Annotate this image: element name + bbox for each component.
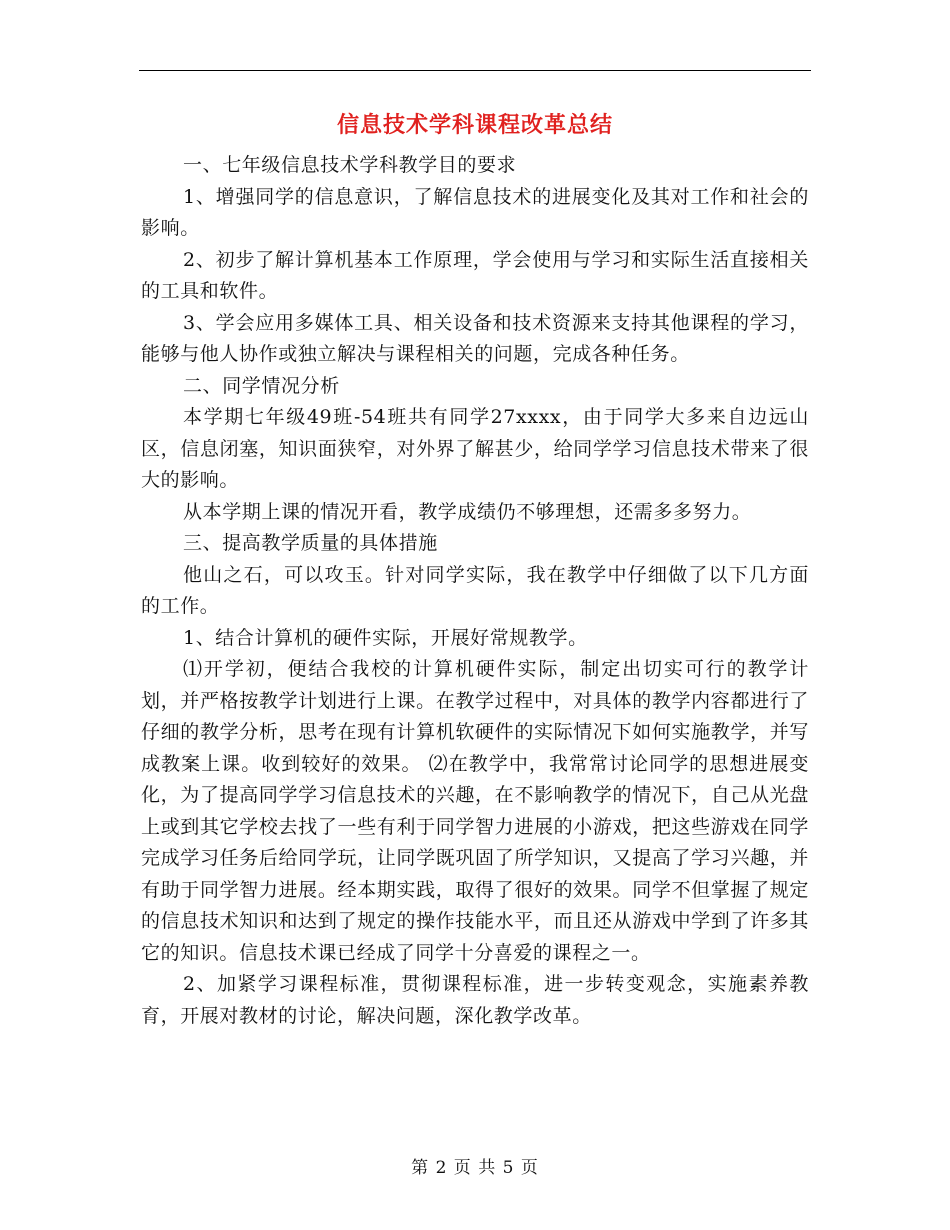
page-number: 第 2 页 共 5 页 <box>411 1158 539 1178</box>
paragraph: 2、初步了解计算机基本工作原理，学会使用与学习和实际生活直接相关的工具和软件。 <box>141 248 809 302</box>
paragraph: 1、结合计算机的硬件实际，开展好常规教学。 <box>183 626 588 649</box>
paragraph: 1、增强同学的信息意识，了解信息技术的进展变化及其对工作和社会的影响。 <box>141 185 809 239</box>
section-heading-3: 三、提高教学质量的具体措施 <box>183 532 438 554</box>
section-heading-1: 一、七年级信息技术学科教学目的要求 <box>183 154 517 176</box>
paragraph: 从本学期上课的情况开看，教学成绩仍不够理想，还需多多努力。 <box>183 500 752 523</box>
paragraph: ⑴开学初，便结合我校的计算机硬件实际，制定出切实可行的教学计划，并严格按教学计划进行上课。在教学过程中，对具体的教学内容都进行了仔细的教学分析，思考在现有计算机软硬件的实际情况下如何实施教学，并写成教案上课。收到较好的效果。 ⑵在教学中，我常常讨论同学的思想进展变化，为了提高同学学习信息技术的兴趣，在不影响教学的情况下，自己从光盘上或到其它学校去找了一些有利于同学智力进展的小游戏，把这些游戏在同学完成学习任务后给同学玩，让同学既巩固了所学知识，又提高了学习兴趣，并有助于同学智力进展。经本期实践，取得了很好的效果。同学不但掌握了规定的信息技术知识和达到了规定的操作技能水平，而且还从游戏中学到了许多其它的知识。信息技术课已经成了同学十分喜爱的课程之一。 <box>141 658 809 964</box>
paragraph: 本学期七年级49班-54班共有同学27xxxx，由于同学大多来自边远山区，信息闭塞，知识面狭窄，对外界了解甚少，给同学学习信息技术带来了很大的影响。 <box>141 406 809 491</box>
paragraph: 他山之石，可以攻玉。针对同学实际，我在教学中仔细做了以下几方面的工作。 <box>141 563 809 617</box>
paragraph: 2、加紧学习课程标准，贯彻课程标准，进一步转变观念，实施素养教育，开展对教材的讨论，解决问题，深化教学改革。 <box>141 973 809 1027</box>
header-rule <box>139 70 811 71</box>
section-heading-2: 二、同学情况分析 <box>183 374 340 397</box>
document-title: 信息技术学科课程改革总结 <box>336 113 613 138</box>
paragraph: 3、学会应用多媒体工具、相关设备和技术资源来支持其他课程的学习，能够与他人协作或独立解决与课程相关的问题，完成各种任务。 <box>141 311 809 365</box>
document-body <box>141 150 809 1032</box>
